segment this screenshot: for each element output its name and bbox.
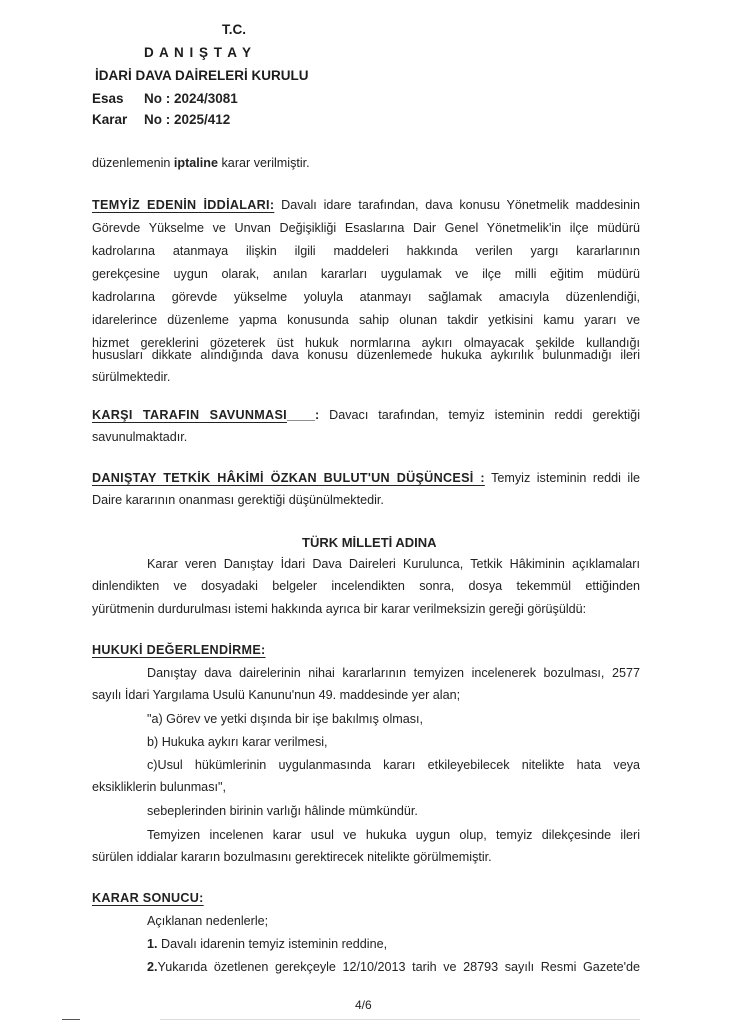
karar-no-text: No : 2025/412 [144, 112, 231, 127]
intro-post: karar verilmiştir. [218, 156, 310, 170]
karar-label: Karar [92, 112, 128, 127]
intro-line [92, 157, 310, 170]
sonuc-aciklanan: Açıklanan nedenlerle; [147, 914, 269, 928]
intro-pre: düzenlemenin [92, 156, 174, 170]
hukuki-item-c-last: eksikliklerin bulunması", [92, 780, 226, 794]
hukuki-p1-first: Danıştay dava dairelerinin nihai kararlarının temyizen incelenerek bozulması, 2577 [147, 666, 640, 680]
dusunce-first-line [92, 472, 640, 485]
hukuki-item-b: b) Hukuka aykırı karar verilmesi, [147, 735, 328, 749]
hukuki-sebepler: sebeplerinden birinin varlığı hâlinde mümkündür. [147, 804, 418, 818]
header-tc: T.C. [222, 22, 247, 37]
milleti-first-line: Karar veren Danıştay İdari Dava Daireleri Kurulunca, Tetkik Hâkiminin açıklamaları [147, 557, 640, 571]
hukuki-p2-last: sürülen iddialar kararın bozulmasını gerektirecek nitelikte görülmemiştir. [92, 850, 492, 864]
hukuki-heading: HUKUKİ DEĞERLENDİRME: [92, 643, 266, 657]
hukuki-p2-first: Temyizen incelenen karar usul ve hukuka uygun olup, temyiz dilekçesinde ileri [147, 828, 640, 842]
temyiz-line-7: hususları dikkate alındığında dava konusu düzenlemede hukuka aykırılık bulunmadığı ileri [92, 348, 640, 362]
temyiz-line-6: hizmet gereklerini gözeterek üst hukuk normlarına aykırı olmayacak şekilde kullandığı [92, 336, 640, 350]
karar-number [144, 112, 230, 127]
milleti-second-line: dinlendikten ve dosyadaki belgeler incelendikten sonra, dosya tekemmül ettiğinden [92, 579, 640, 593]
esas-no-text: No : 2024/3081 [144, 91, 238, 106]
intro-bold: iptaline [173, 156, 219, 170]
temyiz-heading: TEMYİZ EDENİN İDDİALARI: [92, 198, 275, 212]
karsi-separator: ____: [286, 408, 320, 422]
esas-label: Esas [92, 91, 124, 106]
temyiz-line-4: kadrolarına görevde yükselme yoluyla atanmayı sağlamak amacıyla düzenlendiği, [92, 290, 640, 304]
footer-mark-right [160, 1019, 640, 1020]
dusunce-first-text: Temyiz isteminin reddi ile [484, 471, 640, 485]
esas-number [144, 91, 238, 106]
sonuc-heading: KARAR SONUCU: [92, 891, 204, 905]
karsi-first-line [92, 409, 640, 422]
temyiz-line-3: gerekçesine uygun olarak, anılan kararları uygulamak ve ilçe milli eğitim müdürü [92, 267, 640, 281]
temyiz-line-1: Görevde Yükselme ve Unvan Değişikliği Esaslarına Dair Genel Yönetmelik'in ilçe müdürü [92, 221, 640, 235]
temyiz-line-2: kadrolarına atanmaya ilişkin ilgili maddeleri hakkında verilen yargı kararlarının [92, 244, 640, 258]
sonuc-item-2 [147, 960, 640, 974]
dusunce-last-line: Daire kararının onanması gerektiği düşünülmektedir. [92, 493, 384, 507]
karsi-heading: KARŞI TARAFIN SAVUNMASI [92, 408, 287, 422]
header-board: İDARİ DAVA DAİRELERİ KURULU [95, 68, 309, 83]
page-number: 4/6 [355, 998, 372, 1012]
temyiz-first-text: Davalı idare tarafından, dava konusu Yönetmelik maddesinin [274, 198, 640, 212]
temyiz-first-line [92, 199, 640, 212]
hukuki-item-a: "a) Görev ve yetki dışında bir işe bakılmış olması, [147, 712, 424, 726]
temyiz-line-5: idarelerince düzenleme yapma konusunda sahip olunan takdir yetkisini kamu yararı ve [92, 313, 640, 327]
temyiz-last-line: sürülmektedir. [92, 370, 171, 384]
footer-mark-left [62, 1019, 80, 1020]
sonuc-item-1-number: 1. [147, 937, 158, 951]
sonuc-item-2-number: 2. [147, 960, 158, 974]
header-court: D A N I Ş T A Y [144, 45, 253, 60]
dusunce-heading: DANIŞTAY TETKİK HÂKİMİ ÖZKAN BULUT'UN DÜŞÜNCESİ : [92, 471, 485, 485]
milleti-title: TÜRK MİLLETİ ADINA [302, 535, 437, 550]
hukuki-p1-last: sayılı İdari Yargılama Usulü Kanunu'nun 49. maddesinde yer alan; [92, 688, 461, 702]
sonuc-item-1 [147, 937, 387, 951]
karsi-last-line: savunulmaktadır. [92, 430, 188, 444]
sonuc-item-2-text: Yukarıda özetlenen gerekçeyle 12/10/2013 tarih ve 28793 sayılı Resmi Gazete'de [157, 960, 640, 974]
karsi-first-text: Davacı tarafından, temyiz isteminin reddi gerektiği [319, 408, 640, 422]
hukuki-item-c-first: c)Usul hükümlerinin uygulanmasında kararı etkileyebilecek nitelikte hata veya [147, 758, 640, 772]
sonuc-item-1-text: Davalı idarenin temyiz isteminin reddine, [157, 937, 388, 951]
milleti-last-line: yürütmenin durdurulması istemi hakkında ayrıca bir karar verilmeksizin gereği görüşüldü: [92, 602, 587, 616]
